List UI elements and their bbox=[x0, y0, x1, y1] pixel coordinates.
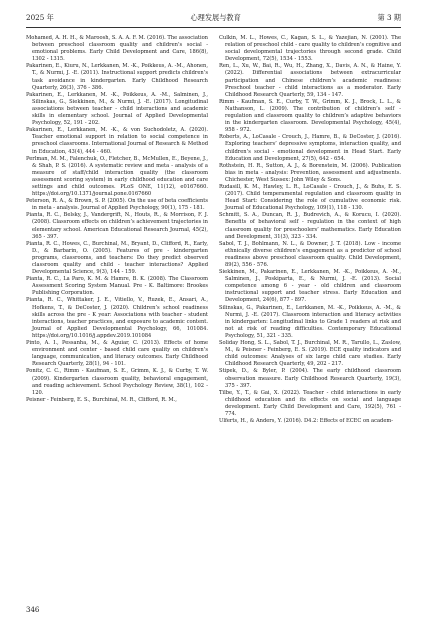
reference-entry: Soliday Hong, S. L., Sabol, T. J., Burchinal, M. R., Tarullo, L., Zaslow, M., & Peisner - Feinberg, E. S. (2019). ECE quality indicators and child outcomes: Analyses of six large child care studies. Early Childhood Research Quarterly, 49, 202 - 217. bbox=[219, 340, 401, 368]
reference-entry: Perlman, M. M., Falenchuk, O., Fletcher, B., McMullen, E., Beyene, J., & Shah, P. S. (2016). A systematic review and meta - analysis of a measure of staff/child interaction quality (the classroom assessment scoring system) in early childhood education and care settings and child outcomes. PLoS ONE, 11(12), e0167660. https://doi.org/10.1371/journal.pone.0167660 bbox=[26, 155, 208, 198]
reference-entry: Ren, L., Xu, W., Bai, R., Wu, H., Zhang, X., Davis, A. N., & Haine, Y. (2022). Differential associations between extracurricular participation and Chinese children’s academic readiness: Preschool teacher - child interactions as a moderator. Early Childhood Research Quarterly, 59, 134 - 147. bbox=[219, 63, 401, 98]
running-header bbox=[26, 12, 401, 24]
reference-entry: Pakarinen, E., Lerkkanen, M. -K., & von Suchodoletz, A. (2020). Teacher emotional support in relation to social competence in preschool classrooms. International Journal of Research & Method in Education, 43(4), 444 - 460. bbox=[26, 127, 208, 155]
reference-entry: Silinskas, G., Pakarinen, E., Lerkkanen, M. -K., Poikkeus, A. -M., & Nurmi, J. -E. (2017). Classroom interaction and literacy activities in kindergarten: Longitudinal links to Grade 1 readers at risk and not at risk of reading difficulties. Contemporary Educational Psychology, 51, 321 - 335. bbox=[219, 304, 401, 339]
reference-entry: Stipek, D., & Byler, P. (2004). The early childhood classroom observation measure. Early Childhood Research Quarterly, 19(3), 375 - 397. bbox=[219, 368, 401, 389]
reference-entry: Rimm - Kaufman, S. E., Curby, T. W., Grimm, K. J., Brock, L. L., & Nathanson, L. (2009). The contribution of children’s self - regulation and classroom quality to children’s adaptive behaviors in the kindergarten classroom. Developmental Psychology, 45(4), 958 - 972. bbox=[219, 98, 401, 134]
reference-entry: Peisner - Feinberg, E. S., Burchinal, M. R., Clifford, R. M., bbox=[26, 396, 177, 403]
reference-entry: Rudasill, K. M., Hawley, L. R., LoCasale - Crouch, J., & Buhs, E. S. (2017). Child temperamental regulation and classroom quality in Head Start: Considering the role of cumulative economic risk. Journal of Educational Psychology, 109(1), 118 - 130. bbox=[219, 183, 401, 212]
reference-entry: Pianta, R. C., Whittaker, J. E., Vitiello, V., Ruzek, E., Ansari, A., Hofkens, T., & DeCoster, J. (2020). Children’s school readiness skills across the pre - K year: Associations with teacher - student interactions, teacher practices, and exposure to academic content. Journal of Applied Developmental Psychology, 66, 101084. https://doi.org/10.1016/j.appdev.2019.101084 bbox=[26, 297, 208, 339]
reference-entry: Peterson, R. A., & Brown, S. P. (2005). On the use of beta coefficients in meta - analysis. Journal of Applied Psychology, 90(1), 175 - 181. bbox=[26, 198, 208, 212]
reference-entry: Mohamed, A. H. H., & Maroosh, S. A. A. F. M. (2016). The association between preschool classroom quality and children’s social -emotional problems. Early Child Development and Care, 186(8), 1302 - 1315. bbox=[26, 35, 208, 63]
reference-entry: Pianta, R. C., Howes, C., Burchinal, M., Bryant, D., Clifford, R., Early, D., & Barbarin, O. (2005). Features of pre - kindergarten programs, classrooms, and teachers: Do they predict observed classroom quality and child - teacher interactions? Applied Developmental Science, 9(3), 144 - 159. bbox=[26, 240, 208, 276]
reference-entry: Ulferts, H., & Anders, Y. (2016). D4.2: Effects of ECEC on academ- bbox=[219, 418, 393, 425]
reference-entry: Pinto, A. I., Pessanha, M., & Aguiar, C. (2013). Effects of home environment and center - based child care quality on children’s language, communication, and literacy outcomes. Early Childhood Research Quarterly, 28(1), 94 - 101. bbox=[26, 340, 208, 368]
reference-entry: Ponitz, C. C., Rimm - Kaufman, S. E., Grimm, K. J., & Curby, T. W. (2009). Kindergarten classroom quality, behavioral engagement, and reading achievement. School Psychology Review, 38(1), 102 - 120. bbox=[26, 368, 208, 396]
reference-column-right bbox=[219, 35, 401, 425]
reference-entry: Sabol, T. J., Bohlmann, N. L., & Downer, J. T. (2018). Low - income ethnically diverse children’s engagement as a predictor of school readiness above preschool classroom quality. Child Development, 89(2), 556 - 576. bbox=[219, 240, 401, 268]
reference-entry: Culkin, M. L., Howes, C., Kagan, S. L., & Yazejian, N. (2001). The relation of preschool child - care quality to children’s cognitive and social developmental trajectories through second grade. Child Development, 72(5), 1534 - 1553. bbox=[219, 35, 401, 63]
reference-entry: Pianta, R. C., Belsky, J., Vandergrift, N., Houts, R., & Morrison, F. J. (2008). Classroom effects on children’s achievement trajectories in elementary school. American Educational Research Journal, 45(2), 365 - 397. bbox=[26, 212, 208, 240]
reference-entry: Pakarinen, E., Kiuru, N., Lerkkanen, M. -K., Poikkeus, A. -M., Ahonen, T., & Nurmi, J. -E. (2011). Instructional support predicts children’s task avoidance in kindergarten. Early Childhood Research Quarterly, 26(3), 376 - 386. bbox=[26, 63, 208, 91]
header-issue: 第 3 期 bbox=[377, 13, 401, 22]
reference-entry: Pakarinen, E., Lerkkanen, M. -K., Poikkeus, A. -M., Salminen, J., Silinskas, G., Siekkinen, M., & Nurmi, J. -E. (2017). Longitudinal associations between teacher - child interactions and academic skills in elementary school. Journal of Applied Developmental Psychology, 52, 191 - 202. bbox=[26, 91, 208, 127]
page-number: 346 bbox=[26, 606, 40, 614]
header-year: 2025 年 bbox=[26, 13, 54, 22]
header-divider bbox=[26, 27, 401, 28]
reference-entry: Siekkinen, M., Pakarinen, E., Lerkkanen, M. -K., Poikkeus, A. -M., Salminen, J., Poskiparta, E., & Nurmi, J. -E. (2013). Social competence among 6 - year - old children and classroom instructional support and teacher stress. Early Education and Development, 24(6), 877 - 897. bbox=[219, 269, 401, 304]
header-journal-title: 心理发展与教育 bbox=[190, 13, 241, 22]
reference-entry: Tilbe, Y., T., & Gai, X. (2022). Teacher - child interactions in early childhood education and its effects on social and language development. Early Child Development and Care, 192(5), 761 - 774. bbox=[219, 389, 401, 417]
reference-entry: Roberts, A., LoCasale - Crouch, J., Hamre, B., & DeCoster, J. (2016). Exploring teachers’ depressive symptoms, interaction quality, and children’s social - emotional development in Head Start. Early Education and Development, 27(5), 642 - 654. bbox=[219, 134, 401, 162]
reference-entry: Pianta, R. C., La Paro, K. M. & Hamre, B. K. (2008). The Classroom Assessment Scoring System Manual. Pre - K. Baltimore: Brookes Publishing Corporation. bbox=[26, 276, 208, 297]
reference-entry: Rothstein, H. R., Sutton, A. J., & Borenstein, M. (2006). Publication bias in meta - analysis: Prevention, assessment and adjustments. Chichester, West Sussex: John Wiley & Sons. bbox=[219, 162, 401, 183]
reference-column-left bbox=[26, 35, 208, 404]
reference-entry: Schmitt, S. A., Duncan, R. J., Budrevich, A., & Korucu, I. (2020). Benefits of behavioral self - regulation in the context of high classroom quality for preschoolers’ mathematics. Early Education and Development, 31(3), 323 - 334. bbox=[219, 212, 401, 240]
